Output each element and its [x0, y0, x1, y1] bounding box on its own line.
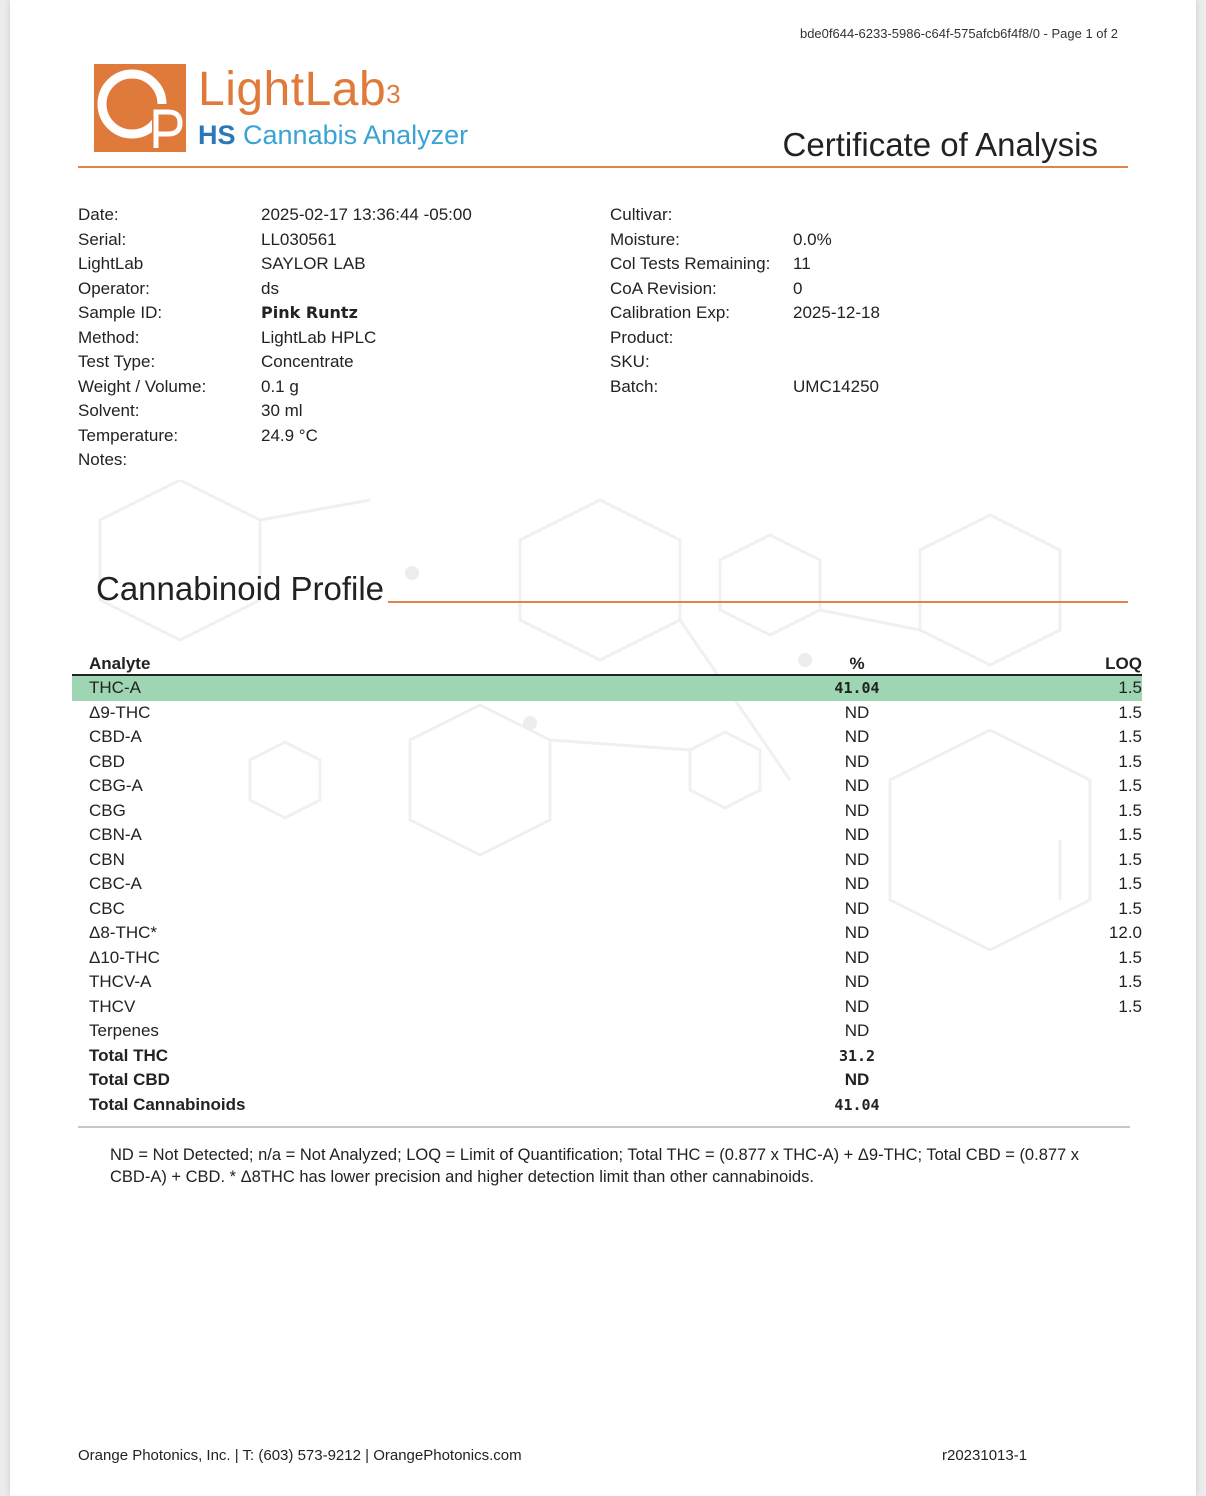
- header-divider: [78, 166, 1128, 168]
- info-label: Test Type:: [78, 352, 156, 371]
- total-label: Total Cannabinoids: [89, 1094, 246, 1114]
- analyte-percent: ND: [844, 825, 870, 845]
- analyte-percent: ND: [844, 996, 870, 1016]
- total-row: [72, 1068, 1142, 1093]
- analyte-name: Δ8-THC*: [89, 923, 158, 943]
- lightlab-logo-icon: [94, 64, 186, 152]
- header-loq: LOQ: [1105, 654, 1142, 673]
- table-row: [72, 921, 1142, 946]
- brand-name: LightLab$_3$: [198, 63, 402, 116]
- analyte-name: THC-A: [89, 678, 141, 698]
- info-row: [78, 424, 472, 449]
- info-label: Temperature:: [78, 425, 179, 445]
- analyte-name: CBG: [89, 800, 126, 820]
- analyte-loq: 12.0: [1108, 923, 1142, 943]
- analyte-loq: 1.5: [1118, 751, 1142, 771]
- info-row: [78, 375, 472, 400]
- info-label: Batch:: [610, 376, 659, 396]
- table-row: [72, 799, 1142, 824]
- sample-info-right: [610, 203, 880, 399]
- analyte-percent: ND: [844, 800, 870, 820]
- info-label: Solvent:: [78, 401, 140, 420]
- info-value: Concentrate: [261, 352, 354, 371]
- analyte-loq: 1.5: [1118, 874, 1142, 894]
- analyte-percent: ND: [844, 727, 870, 747]
- table-row: [72, 823, 1142, 848]
- info-label: Sample ID:: [78, 303, 163, 322]
- analyte-percent: ND: [844, 898, 870, 918]
- analyte-percent: 41.04: [834, 679, 880, 698]
- info-row: [78, 252, 472, 277]
- analyte-loq: 1.5: [1118, 849, 1142, 869]
- total-value: 31.2: [838, 1046, 876, 1065]
- analyte-name: CBC: [89, 898, 125, 918]
- table-bottom-divider: [78, 1126, 1130, 1128]
- info-label: Date:: [78, 205, 119, 224]
- info-value: 2025-12-18: [793, 303, 880, 322]
- info-value: LL030561: [261, 229, 337, 249]
- analyte-name: Δ9-THC: [89, 702, 151, 722]
- analyte-name: CBD: [89, 751, 125, 771]
- info-value: 0: [793, 278, 803, 298]
- info-label: Cultivar:: [610, 205, 673, 224]
- table-row: [72, 897, 1142, 922]
- analyte-percent: ND: [844, 923, 870, 943]
- header-analyte: Analyte: [89, 654, 151, 673]
- table-row: [72, 946, 1142, 971]
- info-value: ds: [261, 278, 279, 298]
- analyte-percent: ND: [844, 947, 870, 967]
- info-label: Operator:: [78, 278, 150, 298]
- total-row: [72, 1093, 1142, 1118]
- analyte-percent: ND: [844, 972, 870, 992]
- info-label: Moisture:: [610, 229, 680, 249]
- info-label: Notes:: [78, 450, 128, 469]
- sample-info-left: [78, 203, 472, 473]
- document-id: bde0f644-6233-5986-c64f-575afcb6f4f8/0 - Page 1 of 2: [799, 26, 1118, 41]
- info-value: 2025-02-17 13:36:44 -05:00: [261, 205, 472, 224]
- info-row: [610, 375, 880, 400]
- total-row: [72, 1044, 1142, 1069]
- table-row: [72, 774, 1142, 799]
- analyte-loq: 1.5: [1118, 825, 1142, 845]
- analyte-name: CBN: [89, 849, 125, 869]
- brand-subtitle: HS Cannabis Analyzer: [198, 120, 469, 150]
- info-row: [78, 399, 472, 424]
- analyte-name: Δ10-THC: [89, 947, 160, 967]
- info-row: [610, 301, 880, 326]
- info-row: [610, 252, 880, 277]
- info-label: SKU:: [610, 352, 650, 371]
- analyte-percent: ND: [844, 776, 870, 796]
- table-row: [72, 725, 1142, 750]
- info-row: [610, 203, 880, 228]
- total-value: 41.04: [834, 1095, 880, 1114]
- table-header: [72, 648, 1142, 676]
- info-value: 24.9 °C: [261, 425, 318, 445]
- analyte-loq: 1.5: [1118, 727, 1142, 747]
- section-divider: [388, 601, 1128, 603]
- info-label: Weight / Volume:: [78, 376, 207, 396]
- info-value: 30 ml: [261, 401, 303, 420]
- info-row: [610, 326, 880, 351]
- info-label: Col Tests Remaining:: [610, 254, 771, 273]
- info-value: 11: [793, 254, 811, 273]
- analyte-name: THCV: [89, 996, 136, 1016]
- info-label: Serial:: [78, 229, 127, 249]
- analyte-name: CBN-A: [89, 825, 142, 845]
- table-row: [72, 848, 1142, 873]
- info-row: [78, 203, 472, 228]
- info-row: [78, 350, 472, 375]
- info-row: [78, 228, 472, 253]
- cannabinoid-table: [72, 648, 1142, 1117]
- analyte-percent: ND: [844, 874, 870, 894]
- info-row: [610, 228, 880, 253]
- total-label: Total CBD: [89, 1070, 170, 1090]
- info-label: Method:: [78, 327, 140, 347]
- analyte-loq: 1.5: [1118, 898, 1142, 918]
- section-title: Cannabinoid Profile: [96, 570, 385, 607]
- analyte-loq: 1.5: [1118, 947, 1142, 967]
- info-value: LightLab HPLC: [261, 327, 377, 347]
- analyte-percent: ND: [844, 751, 870, 771]
- analyte-name: CBD-A: [89, 727, 142, 747]
- header-percent: %: [849, 654, 865, 673]
- footer-contact: Orange Photonics, Inc. | T: (603) 573-9212 | OrangePhotonics.com: [78, 1447, 522, 1464]
- certificate-title: Certificate of Analysis: [782, 126, 1098, 163]
- info-value: UMC14250: [793, 376, 879, 396]
- analyte-name: THCV-A: [89, 972, 152, 992]
- table-row: [72, 701, 1142, 726]
- analyte-percent: ND: [844, 1021, 870, 1041]
- total-value: ND: [844, 1070, 870, 1090]
- info-row: [78, 301, 472, 326]
- info-row: [78, 448, 472, 473]
- document-page: [10, 0, 1196, 1496]
- info-value: Pink Runtz: [261, 303, 358, 322]
- table-row: [72, 676, 1142, 701]
- info-label: Product:: [610, 327, 674, 347]
- info-row: [78, 277, 472, 302]
- total-label: Total THC: [89, 1045, 169, 1065]
- info-value: 0.1 g: [261, 376, 299, 396]
- info-label: CoA Revision:: [610, 278, 717, 298]
- analyte-loq: 1.5: [1118, 972, 1142, 992]
- analyte-percent: ND: [844, 849, 870, 869]
- info-value: 0.0%: [793, 229, 832, 249]
- table-row: [72, 872, 1142, 897]
- table-row: [72, 1019, 1142, 1044]
- info-value: SAYLOR LAB: [261, 254, 366, 273]
- analyte-name: Terpenes: [89, 1021, 159, 1041]
- analyte-name: CBC-A: [89, 874, 142, 894]
- analyte-loq: 1.5: [1118, 996, 1142, 1016]
- table-row: [72, 750, 1142, 775]
- analyte-loq: 1.5: [1118, 776, 1142, 796]
- analyte-percent: ND: [844, 702, 870, 722]
- analyte-loq: 1.5: [1118, 800, 1142, 820]
- analyte-loq: 1.5: [1118, 702, 1142, 722]
- footer-revision: r20231013-1: [942, 1447, 1028, 1464]
- table-row: [72, 970, 1142, 995]
- info-row: [78, 326, 472, 351]
- table-row: [72, 995, 1142, 1020]
- analyte-loq: 1.5: [1118, 678, 1142, 698]
- footnote: ND = Not Detected; n/a = Not Analyzed; LOQ = Limit of Quantification; Total THC = (0.877 x THC-A) + Δ9-THC; Total CBD = (0.877 x CBD-A) + CBD. * Δ8THC has lower precision and higher detection limit than other cannabinoids.: [110, 1146, 1080, 1186]
- info-row: [610, 277, 880, 302]
- info-row: [610, 350, 880, 375]
- analyte-name: CBG-A: [89, 776, 143, 796]
- info-label: Calibration Exp:: [610, 303, 731, 322]
- info-label: LightLab: [78, 254, 144, 273]
